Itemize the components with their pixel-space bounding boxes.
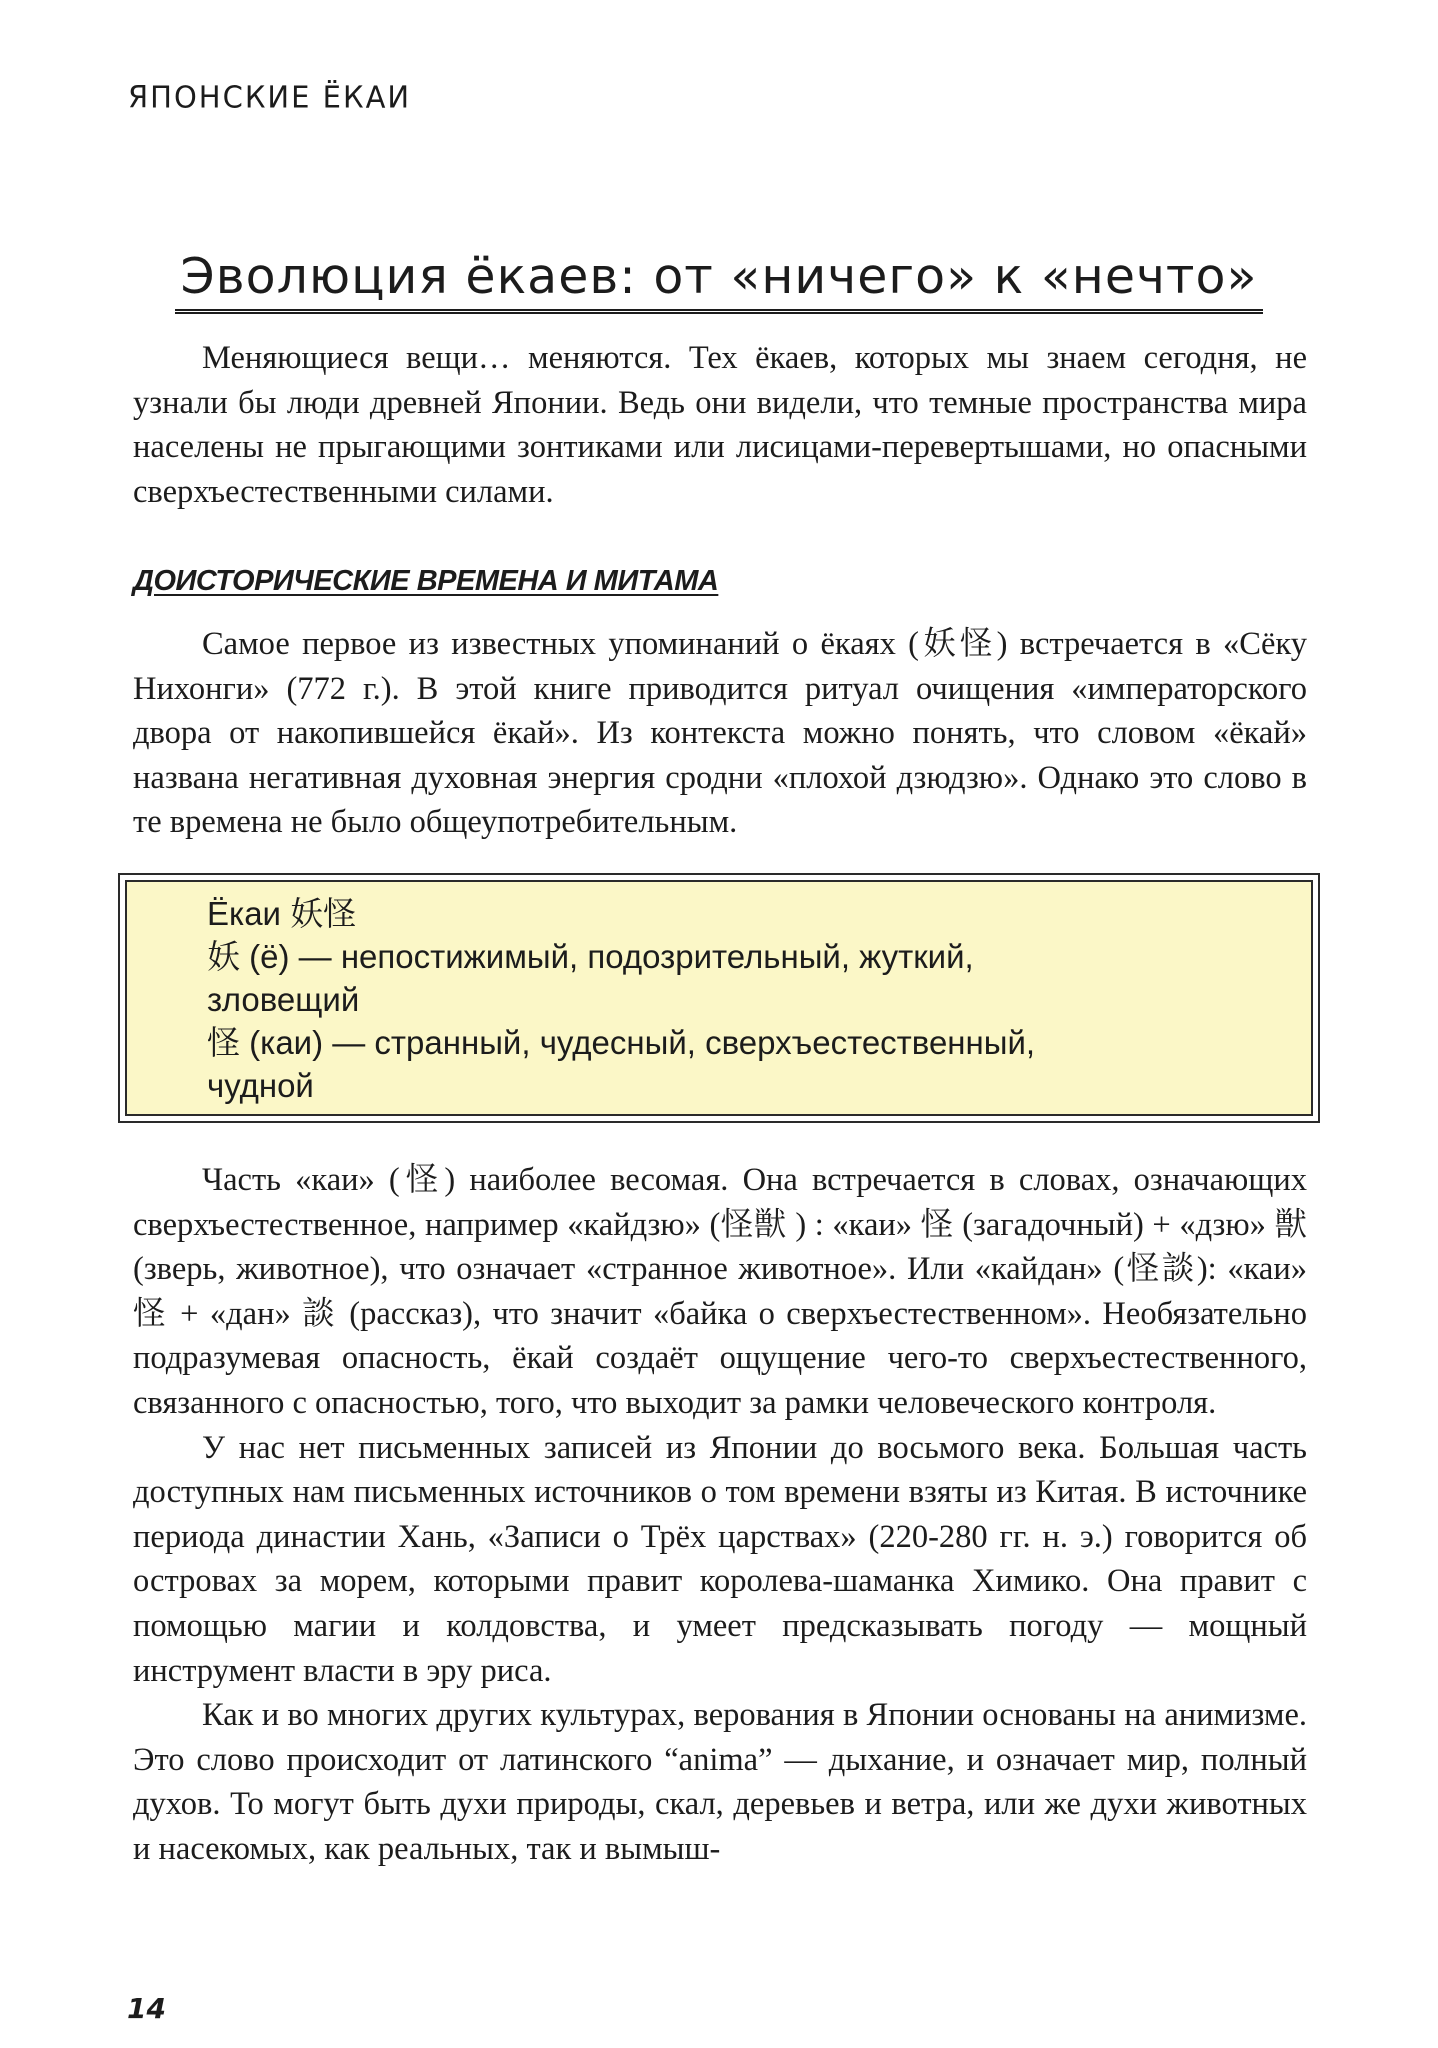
section-block (133, 622, 1307, 845)
definition-box (118, 873, 1320, 1123)
chapter-title: Эволюция ёкаев: от «ничего» к «нечто» (175, 248, 1264, 314)
body-paragraph: Как и во многих других культурах, верования в Японии основаны на анимизме. Это слово происходит от латинского “anima” — дыхание, и означает мир, полный духов. То могут быть духи природы, скал, деревьев и ветра, или же духи животных и насекомых, как реальных, так и вымыш- (133, 1697, 1307, 1867)
section-paragraph: Самое первое из известных упоминаний о ёкаях (妖怪) встречается в «Сёку Нихонги» (772 г.). В этой книге приводится ритуал очищения «императорского двора от накопившейся ёкай». Из контекста можно понять, что словом «ёкай» названа негативная духовная энергия сродни «плохой дзюдзю». Однако это слово в те времена не было общеупотребительным. (133, 626, 1307, 841)
chapter-title-wrap (0, 248, 1438, 314)
body-paragraph: Часть «каи» (怪) наиболее весомая. Она встречается в словах, означающих сверхъестественное, например «кайдзю» (怪獣 ) : «каи» 怪 (загадочный) + «дзю» 獣 (зверь, животное), что означает «странное животное». Или «кайдан» (怪談): «каи» 怪 + «дан» 談 (рассказ), что значит «байка о сверхъестественном». Необязательно подразумевая опасность, ёкай создаёт ощущение чего-то сверхъестественного, связанного с опасностью, того, что выходит за рамки человеческого контроля. (133, 1162, 1307, 1421)
running-head: ЯПОНСКИЕ ЁКАИ (128, 79, 412, 115)
intro-block (133, 336, 1307, 514)
body-block (133, 1158, 1307, 1872)
section-heading: ДОИСТОРИЧЕСКИЕ ВРЕМЕНА И МИТАМА (133, 565, 719, 597)
definition-line: 妖 (ё) — непостижимый, подозрительный, жуткий, (207, 938, 974, 975)
intro-paragraph: Меняющиеся вещи… меняются. Тех ёкаев, которых мы знаем сегодня, не узнали бы люди древней Японии. Ведь они видели, что темные пространства мира населены не прыгающими зонтиками или лисицами-перевертышами, но опасными сверхъестественными силами. (133, 340, 1307, 510)
definition-line: зловещий (207, 981, 360, 1018)
definition-line: чудной (207, 1067, 314, 1104)
page-number: 14 (127, 1992, 166, 2025)
definition-heading: Ёкаи 妖怪 (207, 895, 357, 932)
definition-line: 怪 (каи) — странный, чудесный, сверхъестественный, (207, 1024, 1036, 1061)
body-paragraph: У нас нет письменных записей из Японии до восьмого века. Большая часть доступных нам письменных источников о том времени взяты из Китая. В источнике периода династии Хань, «Записи о Трёх царствах» (220-280 гг. н. э.) говорится об островах за морем, которыми правит королева-шаманка Химико. Она правит с помощью магии и колдовства, и умеет предсказывать погоду — мощный инструмент власти в эру риса. (133, 1429, 1307, 1689)
definition-box-inner (125, 880, 1313, 1116)
